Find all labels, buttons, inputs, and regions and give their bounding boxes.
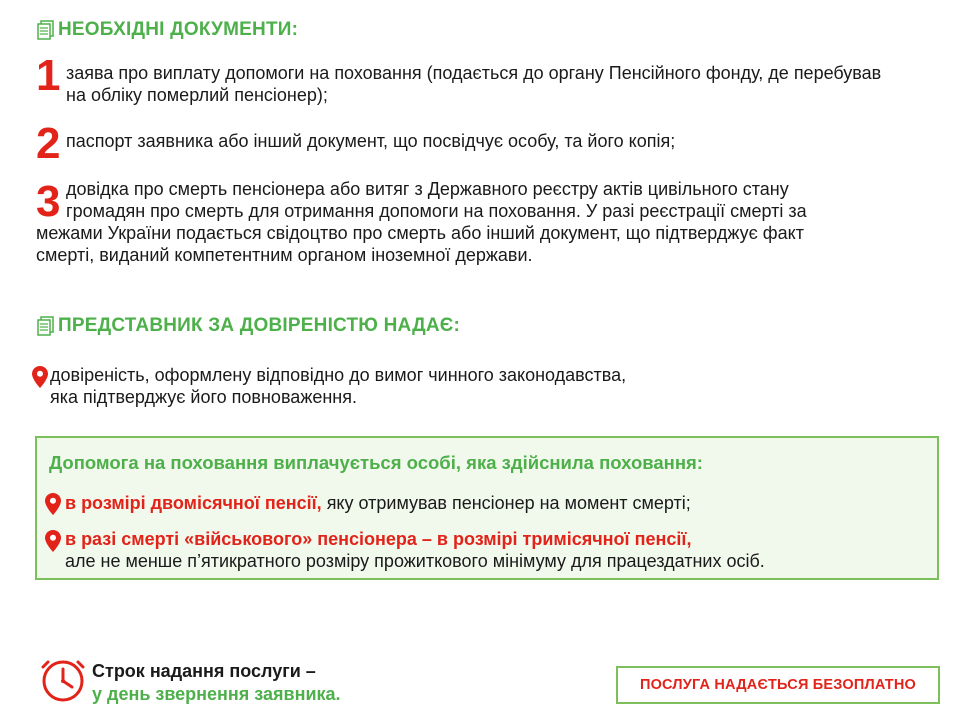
payment-item-1-highlight: в розмірі двомісячної пенсії, (65, 493, 322, 513)
payment-item-2-rest: але не менше п’ятикратного розміру прожиткового мінімуму для працездатних осіб. (65, 551, 765, 571)
document-item-1-line1: заява про виплату допомоги на поховання (подається до органу Пенсійного фонду, де перебував (66, 63, 882, 83)
document-item-3-line4: смерті, виданий компетентним органом іноземної держави. (36, 245, 533, 265)
free-service-badge: ПОСЛУГА НАДАЄТЬСЯ БЕЗОПЛАТНО (616, 666, 940, 704)
representative-line1: довіреність, оформлену відповідно до вимог чинного законодавства, (50, 365, 627, 385)
service-term-value: у день звернення заявника. (92, 684, 341, 704)
service-term-label: Строк надання послуги – (92, 661, 316, 681)
payment-callout (35, 436, 939, 580)
location-pin-icon (32, 366, 48, 388)
location-pin-icon (45, 530, 61, 552)
item-number-1: 1 (36, 51, 61, 100)
item-number-2: 2 (36, 119, 61, 168)
document-item-1 (66, 62, 944, 106)
documents-heading (36, 19, 298, 41)
documents-heading-text: НЕОБХІДНІ ДОКУМЕНТИ: (58, 19, 299, 40)
document-item-3-line1: довідка про смерть пенсіонера або витяг з Державного реєстру актів цивільного стану (66, 179, 789, 199)
payment-item-1 (65, 492, 691, 514)
location-pin-icon (45, 493, 61, 515)
document-stack-icon (36, 316, 56, 336)
service-term (92, 660, 341, 706)
payment-item-1-rest: яку отримував пенсіонер на момент смерті; (321, 493, 691, 513)
payment-title: Допомога на поховання виплачується особі, яка здійснила поховання: (49, 452, 703, 473)
document-item-3-line2: громадян про смерть для отримання допомоги на поховання. У разі реєстрації смерті за (66, 201, 807, 221)
document-item-1-line2: на обліку померлий пенсіонер); (66, 85, 328, 105)
clock-icon (40, 656, 86, 702)
document-item-3 (36, 178, 944, 266)
document-item-2: паспорт заявника або інший документ, що посвідчує особу, та його копія; (66, 131, 676, 151)
representative-text (50, 364, 770, 408)
item-number-3: 3 (36, 177, 61, 226)
payment-item-2 (65, 528, 765, 572)
document-stack-icon (36, 20, 56, 40)
document-item-3-line3: межами України подається свідоцтво про смерть або інший документ, що підтверджує факт (36, 223, 804, 243)
payment-item-2-highlight: в разі смерті «військового» пенсіонера – в розмірі тримісячної пенсії, (65, 529, 692, 549)
representative-heading-text: ПРЕДСТАВНИК ЗА ДОВІРЕНІСТЮ НАДАЄ: (58, 315, 461, 336)
representative-line2: яка підтверджує його повноваження. (50, 387, 357, 407)
representative-heading (36, 315, 460, 337)
